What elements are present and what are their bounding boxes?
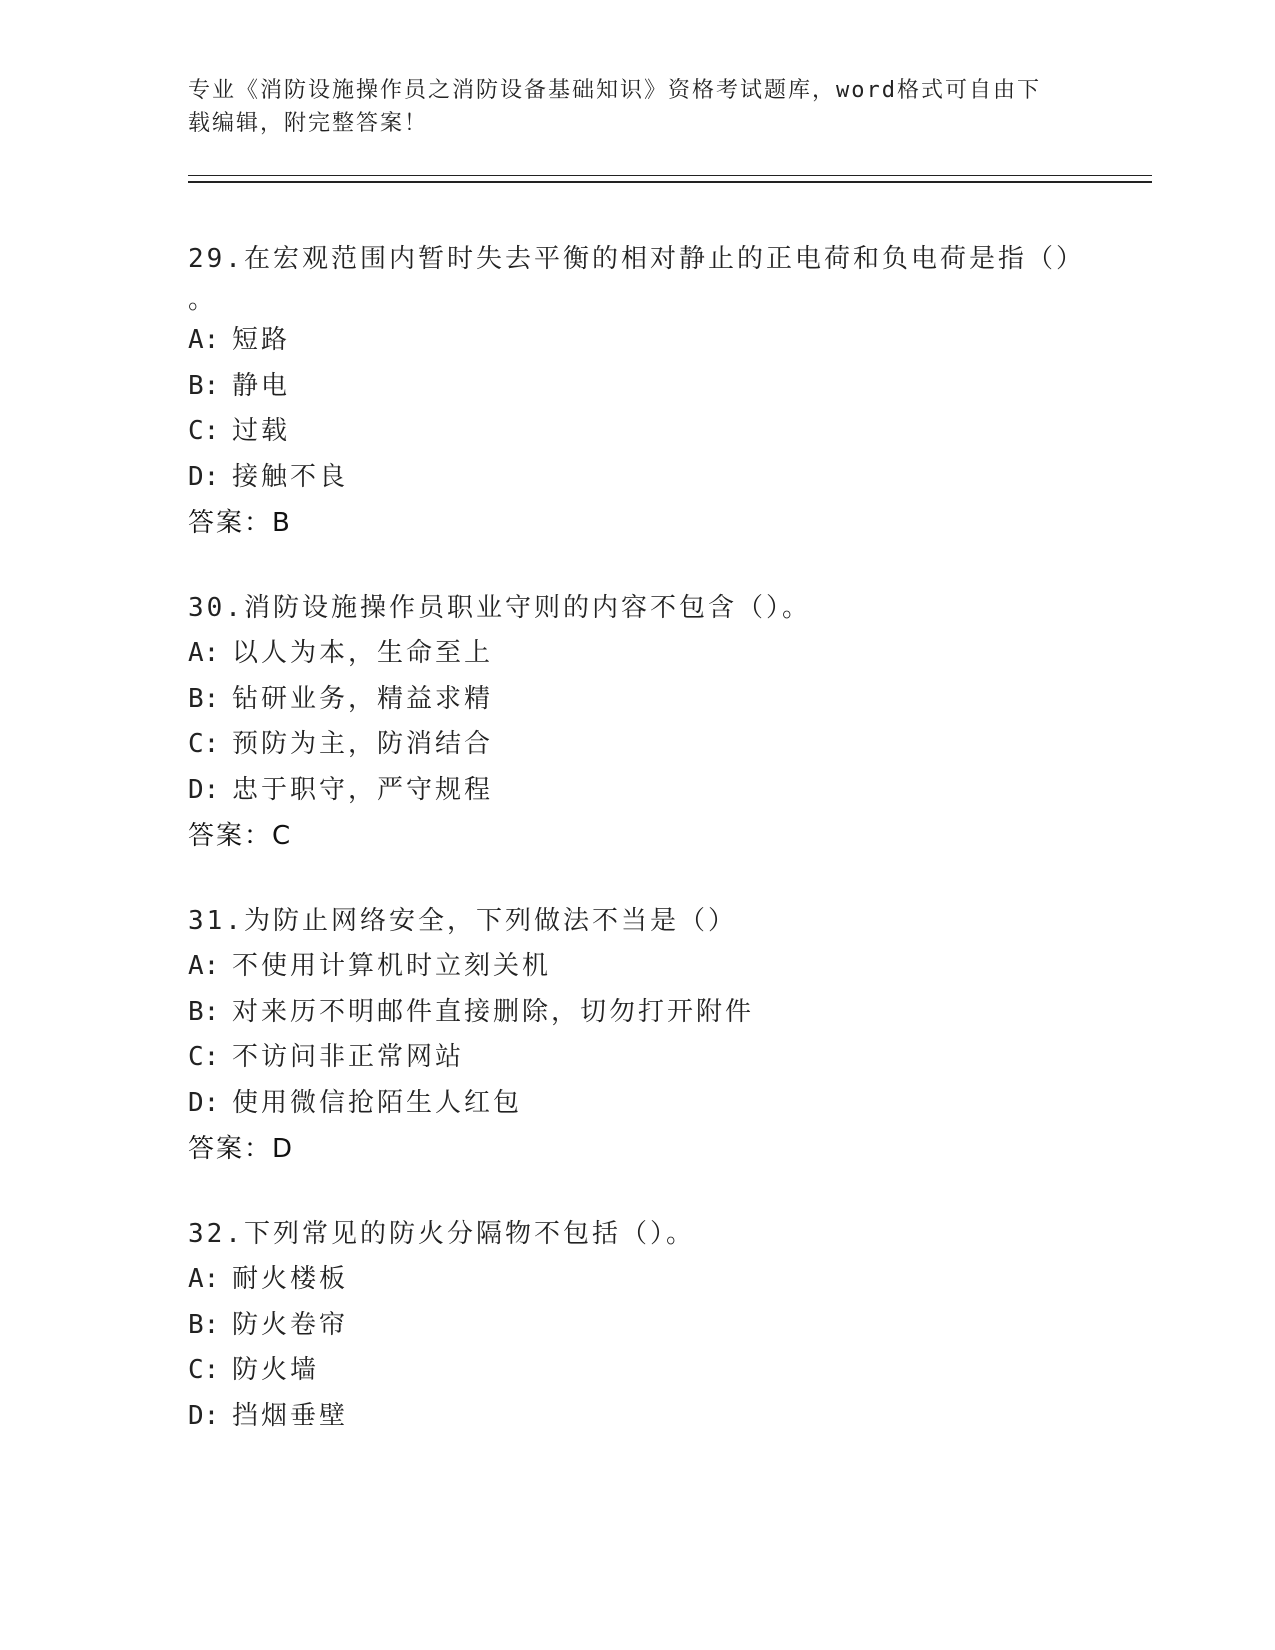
option-text: 挡烟垂壁 [232, 1400, 349, 1431]
option-text: 接触不良 [232, 461, 349, 492]
option-text: 以人为本，生命至上 [232, 638, 494, 668]
option-text: 防火卷帘 [232, 1309, 349, 1340]
question-text: 31.为防止网络安全，下列做法不当是（） [188, 906, 737, 936]
option-d [188, 455, 1088, 501]
option-letter: B: [188, 996, 220, 1027]
header-line-1: 专业《消防设施操作员之消防设备基础知识》资格考试题库，word格式可自由下 [188, 78, 1041, 103]
option-text: 不使用计算机时立刻关机 [232, 951, 552, 981]
option-letter: D: [188, 774, 220, 805]
header-divider-thick [188, 181, 1152, 183]
question-32 [188, 1211, 1088, 1439]
option-d [188, 768, 1088, 814]
option-text: 过载 [232, 416, 291, 446]
option-text: 忠于职守，严守规程 [232, 774, 494, 805]
question-text: 32.下列常见的防火分隔物不包括（）。 [188, 1219, 695, 1249]
answer-label: 答案：C [188, 821, 293, 851]
option-text: 防火墙 [232, 1355, 320, 1385]
option-text: 使用微信抢陌生人红包 [232, 1087, 523, 1118]
document-header [188, 74, 1068, 140]
question-text: 29.在宏观范围内暂时失去平衡的相对静止的正电荷和负电荷是指（） [188, 244, 1085, 274]
option-text: 钻研业务，精益求精 [232, 683, 494, 714]
option-letter: C: [188, 729, 220, 759]
option-letter: B: [188, 1309, 220, 1340]
option-text: 预防为主，防消结合 [232, 729, 494, 759]
option-letter: A: [188, 951, 220, 981]
option-c [188, 409, 1088, 455]
option-letter: C: [188, 416, 220, 446]
answer-label: 答案：B [188, 508, 292, 538]
option-b [188, 990, 1088, 1036]
question-30 [188, 585, 1088, 859]
option-c [188, 1348, 1088, 1394]
option-text: 短路 [232, 325, 291, 355]
option-a [188, 1257, 1088, 1303]
option-b [188, 364, 1088, 410]
option-a [188, 318, 1088, 364]
option-c [188, 1035, 1088, 1081]
option-b [188, 1303, 1088, 1349]
question-29 [188, 236, 1088, 546]
question-text: 30.消防设施操作员职业守则的内容不包含（）。 [188, 593, 811, 623]
option-d [188, 1394, 1088, 1440]
option-letter: A: [188, 638, 220, 668]
option-text: 不访问非正常网站 [232, 1042, 465, 1072]
option-d [188, 1081, 1088, 1127]
option-a [188, 631, 1088, 677]
question-list [188, 236, 1088, 1478]
option-a [188, 944, 1088, 990]
option-letter: B: [188, 683, 220, 714]
option-b [188, 677, 1088, 723]
answer-label: 答案：D [188, 1134, 295, 1164]
question-31 [188, 898, 1088, 1172]
option-letter: B: [188, 370, 220, 401]
option-letter: D: [188, 461, 220, 492]
option-text: 耐火楼板 [232, 1264, 349, 1294]
option-letter: A: [188, 325, 220, 355]
option-text: 对来历不明邮件直接删除，切勿打开附件 [232, 996, 755, 1027]
option-letter: A: [188, 1264, 220, 1294]
option-letter: C: [188, 1355, 220, 1385]
question-text-continuation: 。 [188, 285, 215, 315]
header-divider-thin [188, 175, 1152, 176]
header-line-2: 载编辑，附完整答案！ [188, 111, 429, 136]
option-letter: D: [188, 1087, 220, 1118]
option-letter: C: [188, 1042, 220, 1072]
option-text: 静电 [232, 370, 291, 401]
option-letter: D: [188, 1400, 220, 1431]
option-c [188, 722, 1088, 768]
